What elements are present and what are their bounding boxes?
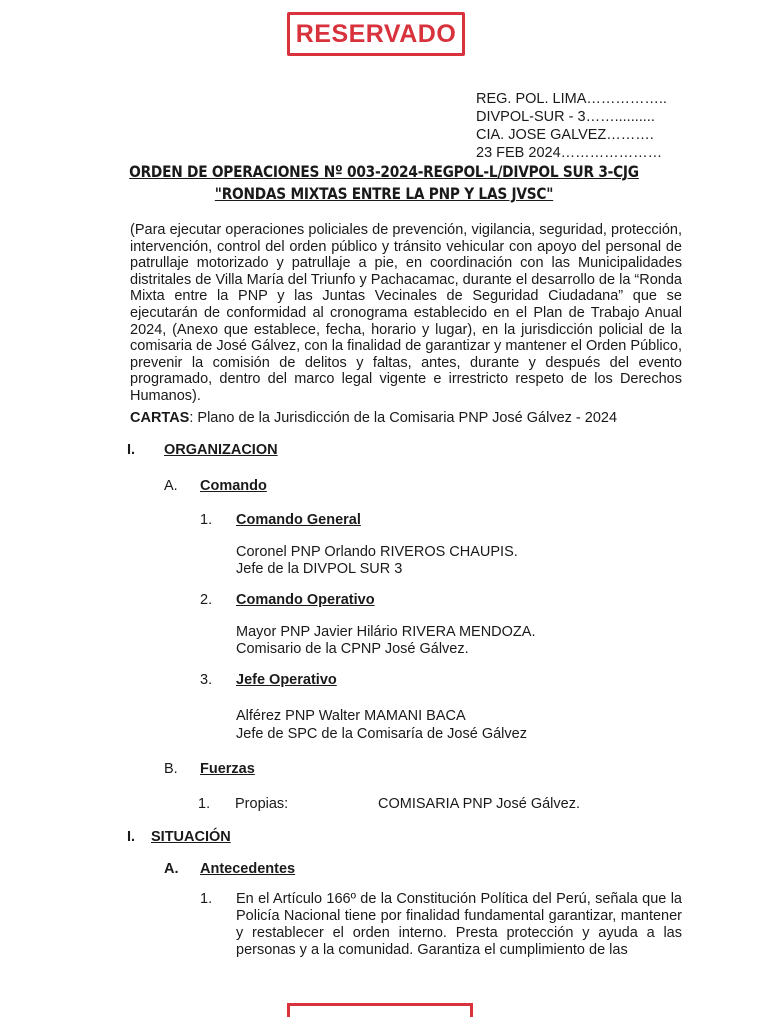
reservado-stamp-bottom <box>287 1003 473 1017</box>
item2-line1: Mayor PNP Javier Hilário RIVERA MENDOZA. <box>236 624 536 640</box>
cartas-line <box>130 410 617 426</box>
item1-line2: Jefe de la DIVPOL SUR 3 <box>236 561 403 577</box>
subsection-b-title: Fuerzas <box>200 761 255 777</box>
item3-title: Jefe Operativo <box>236 672 337 688</box>
item3-line1: Alférez PNP Walter MAMANI BACA <box>236 708 466 724</box>
section1-number: I. <box>127 442 136 458</box>
subsection-a-title: Comando <box>200 478 267 494</box>
section1-title: ORGANIZACION <box>164 442 278 458</box>
section2-a-title: Antecedentes <box>200 861 296 877</box>
antecedentes-item-number: 1. <box>200 891 213 907</box>
section2-title: SITUACIÓN <box>151 829 231 845</box>
fuerzas-item-value: COMISARIA PNP José Gálvez. <box>378 796 580 812</box>
header-date: 23 FEB 2024………………… <box>476 145 663 161</box>
subsection-a-letter: A. <box>164 478 178 494</box>
header-region: REG. POL. LIMA…………….. <box>476 91 667 107</box>
section2-number: I. <box>127 829 136 845</box>
document-subtitle: "RONDAS MIXTAS ENTRE LA PNP Y LAS JVSC" <box>214 184 554 203</box>
cartas-text: : Plano de la Jurisdicción de la Comisaria PNP José Gálvez - 2024 <box>189 410 618 426</box>
item2-number: 2. <box>200 592 213 608</box>
item3-number: 3. <box>200 672 213 688</box>
fuerzas-item-label: Propias: <box>235 796 289 812</box>
item3-line2: Jefe de SPC de la Comisaría de José Gálvez <box>236 726 527 742</box>
subsection-b-letter: B. <box>164 761 178 777</box>
antecedentes-item-text: En el Artículo 166º de la Constitución Política del Perú, señala que la Policía Nacional tiene por finalidad fundamental garantizar, mantener y restablecer el orden interno. Presta protección y ayuda a las personas y a la comunidad. Garantiza el cumplimiento de las <box>236 891 682 958</box>
item2-title: Comando Operativo <box>236 592 375 608</box>
item1-number: 1. <box>200 512 213 528</box>
header-station: CIA. JOSE GALVEZ………. <box>476 127 654 143</box>
stamp-label: RESERVADO <box>295 19 457 48</box>
item2-line2: Comisario de la CPNP José Gálvez. <box>236 641 469 657</box>
fuerzas-item-number: 1. <box>198 796 211 812</box>
document-title: ORDEN DE OPERACIONES Nº 003-2024-REGPOL-L/DIVPOL SUR 3-CJG <box>129 162 639 181</box>
item1-title: Comando General <box>236 512 361 528</box>
item1-line1: Coronel PNP Orlando RIVEROS CHAUPIS. <box>236 544 518 560</box>
intro-paragraph: (Para ejecutar operaciones policiales de prevención, vigilancia, seguridad, protección, intervención, control del orden público y tránsito vehicular con apoyo del personal de patrullaje motorizado y patrullaje a pie, en coordinación con las Municipalidades distritales de Villa María del Triunfo y Pachacamac, durante el desarrollo de la “Ronda Mixta entre la PNP y las Juntas Vecinales de Seguridad Ciudadana” que se ejecutarán de conformidad al cronograma establecido en el Plan de Trabajo Anual 2024, (Anexo que establece, fecha, horario y lugar), en la jurisdicción policial de la comisaria de José Gálvez, con la finalidad de garantizar y mantener el Orden Público, prevenir la comisión de delitos y faltas, antes, durante y después del evento programado, dentro del marco legal vigente e irrestricto respeto de los Derechos Humanos). <box>130 222 682 404</box>
cartas-label: CARTAS <box>130 410 190 426</box>
section2-a-letter: A. <box>164 861 179 877</box>
header-division: DIVPOL-SUR - 3…….......... <box>476 109 655 125</box>
reservado-stamp <box>287 12 465 56</box>
document-header <box>476 90 667 162</box>
